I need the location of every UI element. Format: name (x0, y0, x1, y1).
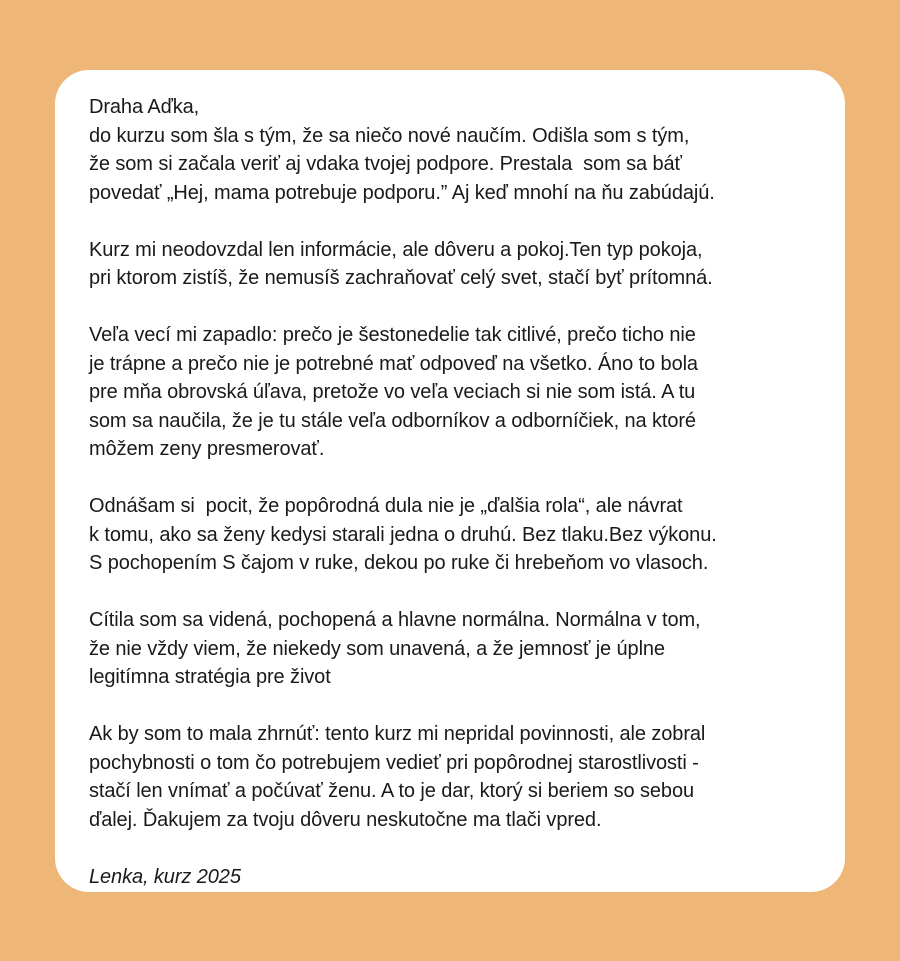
paragraph-gap (89, 464, 825, 493)
paragraph-summary (89, 720, 825, 834)
text-line: do kurzu som šla s tým, že sa niečo nové naučím. Odišla som s tým, (89, 124, 690, 147)
text-line: S pochopením S čajom v ruke, dekou po ruke či hrebeňom vo vlasoch. (89, 552, 709, 574)
text-line: legitímna stratégia pre život (89, 666, 331, 688)
text-line: Kurz mi neodovzdal len informácie, ale dôveru a pokoj.Ten typ pokoja, (89, 238, 703, 261)
text-line: pochybnosti o tom čo potrebujem vedieť pri popôrodnej starostlivosti - (89, 751, 699, 774)
signature: Lenka, kurz 2025 (89, 865, 241, 888)
text-line: stačí len vnímať a počúvať ženu. A to je dar, ktorý si beriem so sebou (89, 780, 694, 802)
text-line: pri ktorom zistíš, že nemusíš zachraňovať celý svet, stačí byť prítomná. (89, 267, 713, 289)
text-line: môžem zeny presmerovať. (89, 438, 325, 460)
text-line: som sa naučila, že je tu stále veľa odborníkov a odborníčiek, na ktoré (89, 409, 696, 432)
paragraph-normal (89, 606, 825, 692)
text-line: je trápne a prečo nie je potrebné mať odpoveď na všetko. Áno to bola (89, 352, 698, 375)
paragraph-gap (89, 207, 825, 236)
text-line: Cítila som sa videná, pochopená a hlavne normálna. Normálna v tom, (89, 609, 701, 631)
text-line: pre mňa obrovská úľava, pretože vo veľa veciach si nie som istá. A tu (89, 381, 696, 403)
text-line: že som si začala veriť aj vdaka tvojej podpore. Prestala som sa báť (89, 153, 682, 175)
text-line: ďalej. Ďakujem za tvoju dôveru neskutočne ma tlači vpred. (89, 808, 602, 831)
paragraph-gap (89, 692, 825, 721)
testimonial-letter (89, 93, 825, 891)
paragraph-gap (89, 578, 825, 607)
paragraph-course (89, 236, 825, 293)
paragraph-feeling (89, 492, 825, 578)
testimonial-card (55, 70, 845, 892)
text-line: Veľa vecí mi zapadlo: prečo je šestonedelie tak citlivé, prečo ticho nie (89, 324, 696, 346)
paragraph-gap (89, 834, 825, 863)
text-line: k tomu, ako sa ženy kedysi starali jedna o druhú. Bez tlaku.Bez výkonu. (89, 523, 717, 546)
text-line: že nie vždy viem, že niekedy som unavená, a že jemnosť je úplne (89, 637, 665, 660)
paragraph-gap (89, 293, 825, 322)
paragraph-lessons (89, 321, 825, 464)
greeting-line: Draha Aďka, (89, 96, 200, 118)
text-line: Odnášam si pocit, že popôrodná dula nie je „ďalšia rola“, ale návrat (89, 495, 683, 517)
paragraph-greeting (89, 93, 825, 207)
text-line: povedať „Hej, mama potrebuje podporu.” Aj keď mnohí na ňu zabúdajú. (89, 181, 715, 204)
text-line: Ak by som to mala zhrnúť: tento kurz mi nepridal povinnosti, ale zobral (89, 723, 706, 745)
